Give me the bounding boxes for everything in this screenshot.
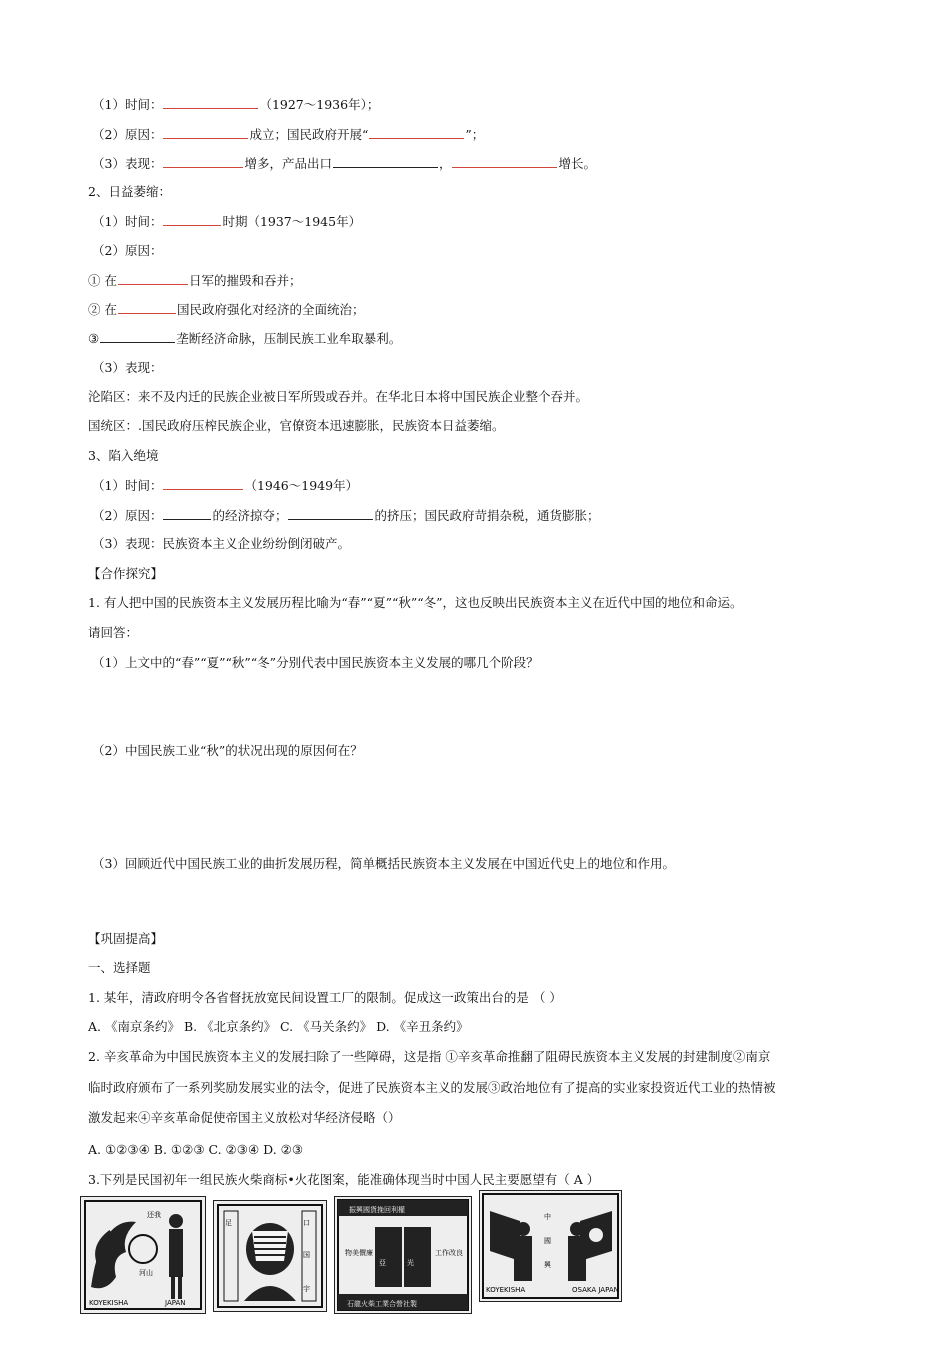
fill-blank[interactable]: [369, 126, 464, 139]
label: ③: [88, 331, 100, 346]
label: ② 在: [88, 302, 117, 317]
s1-show-line: [92, 155, 596, 172]
s2-time-line: [92, 213, 361, 230]
label: （2）原因：: [92, 127, 163, 142]
label: ① 在: [88, 273, 117, 288]
label-text: 亞: [379, 1259, 386, 1267]
s2-reason-label: （2）原因：: [92, 243, 163, 258]
fill-blank[interactable]: [118, 301, 176, 314]
fill-blank[interactable]: [163, 126, 248, 139]
label: （1）时间：: [92, 97, 163, 112]
fill-blank[interactable]: [163, 507, 211, 520]
label-text: 口: [303, 1219, 310, 1227]
label: （3）表现：: [92, 156, 163, 171]
label-text: KOYEKISHA: [89, 1299, 129, 1307]
label-text: 光: [407, 1259, 414, 1267]
consol-header: 【巩固提高】: [88, 931, 164, 946]
text: （1927～1936年）；: [259, 97, 380, 112]
s2-show-label: （3）表现：: [92, 360, 163, 375]
question-2-options: A. ①②③④ B. ①②③ C. ②③④ D. ②③: [88, 1142, 304, 1157]
s2-occupied: 沦陷区：来不及内迁的民族企业被日军所毁或吞并。在华北日本将中国民族企业整个吞并。: [88, 389, 589, 404]
fill-blank[interactable]: [100, 330, 175, 343]
label-text: 河山: [139, 1269, 153, 1277]
s2-reason-3: [88, 330, 401, 347]
text: ，: [438, 156, 452, 171]
matchbox-label-yaguang: [334, 1196, 472, 1314]
fill-blank[interactable]: [118, 272, 188, 285]
question-2-line2: 临时政府颁布了一系列奖励发展实业的法令，促进了民族资本主义的发展③政治地位有了提高的实业家投资近代工业的热情被: [88, 1080, 776, 1095]
coop-sub3: （3）回顾近代中国民族工业的曲折发展历程，简单概括民族资本主义发展在中国近代史上的地位和作用。: [92, 856, 675, 871]
text: （1946～1949年）: [244, 478, 359, 493]
question-2-line3: 激发起来④辛亥革命促使帝国主义放松对华经济侵略（）: [88, 1110, 401, 1125]
text: 垄断经济命脉，压制民族工业牟取暴利。: [176, 331, 402, 346]
label-text: 宇: [303, 1285, 310, 1293]
label: （1）时间：: [92, 214, 163, 229]
text: 增长。: [558, 156, 596, 171]
question-2-line1: 2. 辛亥革命为中国民族资本主义的发展扫除了一些障碍，这是指 ①辛亥革命推翻了阻碍民族资本主义发展的封建制度②南京: [88, 1049, 771, 1064]
text: 日军的摧毁和吞并；: [188, 273, 302, 288]
s3-reason-line: [92, 507, 599, 524]
fill-blank[interactable]: [163, 477, 243, 490]
text: 增多，产品出口: [244, 156, 332, 171]
label-text: 工作改良: [435, 1249, 463, 1257]
label-text: 足: [225, 1219, 232, 1227]
fill-blank[interactable]: [452, 155, 557, 168]
label-text: 还我: [147, 1211, 161, 1219]
label-text: KOYEKISHA: [486, 1286, 526, 1294]
label: （2）原因：: [92, 508, 163, 523]
matchbox-label-figure: [213, 1200, 327, 1312]
consol-section: 一、选择题: [88, 960, 151, 975]
fill-blank[interactable]: [163, 213, 221, 226]
question-1: 1. 某年，清政府明令各省督抚放宽民间设置工厂的限制。促成这一政策出台的是 （ ）: [88, 990, 562, 1005]
label: （1）时间：: [92, 478, 163, 493]
fill-blank[interactable]: [333, 155, 438, 168]
label-text: 興: [544, 1261, 551, 1269]
coop-sub1: （1）上文中的“春”“夏”“秋”“冬”分别代表中国民族资本主义发展的哪几个阶段？: [92, 655, 539, 670]
label-text: 物美價廉: [345, 1249, 373, 1257]
label-text: 石龍火柴工業合營社製: [347, 1300, 417, 1308]
fill-blank[interactable]: [163, 96, 258, 109]
matchbox-label-flags: [479, 1190, 622, 1302]
text: 国民政府强化对经济的全面统治；: [176, 302, 365, 317]
s2-reason-2: [88, 301, 365, 318]
s3-show-line: （3）表现：民族资本主义企业纷纷倒闭破产。: [92, 536, 350, 551]
s3-title: 3、陷入绝境: [88, 448, 159, 463]
fill-blank[interactable]: [163, 155, 243, 168]
s1-time-line: [92, 96, 379, 113]
coop-header: 【合作探究】: [88, 566, 164, 581]
text: ”；: [465, 127, 485, 142]
text: 的经济掠夺；: [212, 508, 288, 523]
label-text: 振興國貨挽回利權: [349, 1206, 405, 1214]
coop-q1: 1. 有人把中国的民族资本主义发展历程比喻为“春”“夏”“秋”“冬”，这也反映出民族资本主义在近代中国的地位和命运。: [88, 595, 743, 610]
coop-ask: 请回答：: [88, 625, 139, 640]
coop-sub2: （2）中国民族工业“秋”的状况出现的原因何在？: [92, 743, 363, 758]
question-1-options: A. 《南京条约》 B. 《北京条约》 C. 《马关条约》 D. 《辛丑条约》: [88, 1019, 469, 1034]
label-text: 国: [303, 1251, 310, 1259]
question-3: 3.下列是民国初年一组民族火柴商标•火花图案，能准确体现当时中国人民主要愿望有（ A ）: [88, 1172, 600, 1187]
matchbox-label-dragon: [80, 1196, 206, 1314]
label-text: JAPAN: [165, 1299, 186, 1307]
s2-kmt-area: 国统区：.国民政府压榨民族企业，官僚资本迅速膨胀，民族资本日益萎缩。: [88, 418, 505, 433]
fill-blank[interactable]: [288, 507, 373, 520]
label-text: 中: [544, 1213, 551, 1221]
label-text: OSAKA JAPAN: [572, 1286, 619, 1294]
s1-reason-line: [92, 126, 484, 143]
text: 成立；国民政府开展“: [249, 127, 369, 142]
label-text: 國: [544, 1237, 551, 1245]
s2-reason-1: [88, 272, 302, 289]
text: 的挤压；国民政府苛捐杂税，通货膨胀；: [374, 508, 600, 523]
s2-title: 2、日益萎缩：: [88, 184, 171, 199]
s3-time-line: [92, 477, 358, 494]
text: 时期（1937～1945年）: [222, 214, 362, 229]
